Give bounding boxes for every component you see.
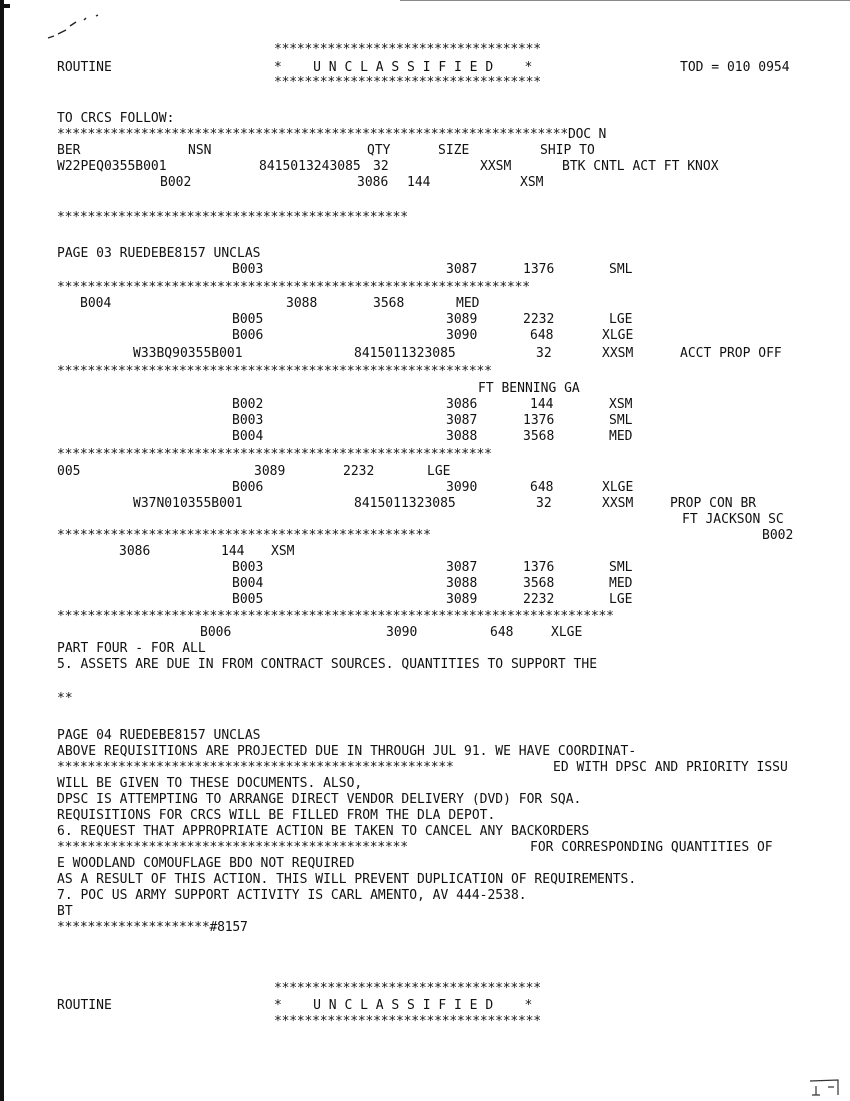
row-size: LGE xyxy=(427,464,451,479)
row-nsn: 3086 xyxy=(119,544,151,559)
row-doc: B003 xyxy=(232,413,264,428)
footer-stars-top: *********************************** xyxy=(274,981,541,996)
row-nsn: 3087 xyxy=(446,413,478,428)
row-nsn: 3090 xyxy=(446,480,478,495)
row-ship: PROP CON BR xyxy=(670,496,757,511)
row-qty: 2232 xyxy=(523,312,555,327)
page-03-header: PAGE 03 RUEDEBE8157 UNCLAS xyxy=(57,246,261,261)
row-ship: ACCT PROP OFF xyxy=(680,346,782,361)
line-woodland: E WOODLAND COMOUFLAGE BDO NOT REQUIRED xyxy=(57,856,355,871)
row-nsn: 3086 xyxy=(446,397,478,412)
row-size: SML xyxy=(609,413,633,428)
row-doc: B002 xyxy=(762,528,794,543)
row-doc: B005 xyxy=(232,312,264,327)
row-qty: 2232 xyxy=(343,464,375,479)
row-nsn: 8415011323085 xyxy=(354,496,456,511)
row-doc: B003 xyxy=(232,560,264,575)
row-size: XLGE xyxy=(551,625,583,640)
row-nsn: 3087 xyxy=(446,262,478,277)
scan-left-edge xyxy=(0,0,4,1101)
row-doc: B006 xyxy=(200,625,232,640)
row-doc: 005 xyxy=(57,464,81,479)
row-nsn: 3090 xyxy=(386,625,418,640)
row-qty: 144 xyxy=(221,544,245,559)
row-nsn: 3089 xyxy=(446,312,478,327)
page-corner-mark xyxy=(808,1078,842,1098)
rule-mid: ************************************************************** xyxy=(57,280,530,295)
row-nsn: 3086 xyxy=(357,175,389,190)
row-doc: W22PEQ0355B001 xyxy=(57,159,167,174)
col-ber: BER xyxy=(57,143,81,158)
row-doc: B004 xyxy=(232,429,264,444)
row-doc: W37N010355B001 xyxy=(133,496,243,511)
line-requisitions: REQUISITIONS FOR CRCS WILL BE FILLED FROM THE DLA DEPOT. xyxy=(57,808,496,823)
col-size: SIZE xyxy=(438,143,470,158)
row-doc: B006 xyxy=(232,480,264,495)
to-line: TO CRCS FOLLOW: xyxy=(57,111,175,126)
row-qty: 648 xyxy=(490,625,514,640)
row-size: XXSM xyxy=(602,346,634,361)
row-size: XXSM xyxy=(602,496,634,511)
col-nsn: NSN xyxy=(188,143,212,158)
rule-mid: ************************************************* xyxy=(57,528,431,543)
rule-long: ************************************************************************* xyxy=(57,609,614,624)
header-tod: TOD = 010 0954 xyxy=(680,60,790,75)
line-dpsc: DPSC IS ATTEMPTING TO ARRANGE DIRECT VENDOR DELIVERY (DVD) FOR SQA. xyxy=(57,792,582,807)
row-doc: B002 xyxy=(232,397,264,412)
row-ship: BTK CNTL ACT FT KNOX xyxy=(562,159,719,174)
row-doc: B006 xyxy=(232,328,264,343)
rule-mid: ********************************************************* xyxy=(57,447,492,462)
row-qty: 3568 xyxy=(523,576,555,591)
row-qty: 2232 xyxy=(523,592,555,607)
part-four-line: PART FOUR - FOR ALL xyxy=(57,641,206,656)
row-size: SML xyxy=(609,560,633,575)
row-nsn: 8415013243085 xyxy=(259,159,361,174)
row-nsn: 3089 xyxy=(446,592,478,607)
row-qty: 32 xyxy=(373,159,389,174)
row-ship: FT BENNING GA xyxy=(478,381,580,396)
row-qty: 1376 xyxy=(523,560,555,575)
row-doc: B003 xyxy=(232,262,264,277)
rule-doc: *******************************************************************DOC N xyxy=(57,127,607,142)
row-nsn: 8415011323085 xyxy=(354,346,456,361)
scan-top-mark xyxy=(0,4,10,8)
row-size: XSM xyxy=(271,544,295,559)
row-nsn: 3089 xyxy=(254,464,286,479)
row-qty: 3568 xyxy=(373,296,405,311)
paragraph-7: 7. POC US ARMY SUPPORT ACTIVITY IS CARL AMENTO, AV 444-2538. xyxy=(57,888,527,903)
rule-corr-text: FOR CORRESPONDING QUANTITIES OF xyxy=(530,840,773,855)
row-size: XSM xyxy=(609,397,633,412)
header-stars-top: *********************************** xyxy=(274,42,541,57)
row-size: MED xyxy=(609,576,633,591)
row-qty: 648 xyxy=(530,328,554,343)
row-size: XLGE xyxy=(602,480,634,495)
rule-ed-text: ED WITH DPSC AND PRIORITY ISSU xyxy=(553,760,788,775)
row-qty: 3568 xyxy=(523,429,555,444)
pen-scribble-mark xyxy=(46,14,106,44)
row-size: XSM xyxy=(520,175,544,190)
header-classification: * U N C L A S S I F I E D * xyxy=(274,60,533,75)
line-given: WILL BE GIVEN TO THESE DOCUMENTS. ALSO, xyxy=(57,776,363,791)
row-doc: B004 xyxy=(80,296,112,311)
col-ship-to: SHIP TO xyxy=(540,143,595,158)
line-result: AS A RESULT OF THIS ACTION. THIS WILL PREVENT DUPLICATION OF REQUIREMENTS. xyxy=(57,872,637,887)
bt-line: BT xyxy=(57,904,73,919)
rule-ed-stars: **************************************************** xyxy=(57,760,454,775)
row-size: MED xyxy=(456,296,480,311)
row-nsn: 3088 xyxy=(446,576,478,591)
row-doc: W33BQ90355B001 xyxy=(133,346,243,361)
row-size: SML xyxy=(609,262,633,277)
end-stars: ********************#8157 xyxy=(57,920,248,935)
row-size: XLGE xyxy=(602,328,634,343)
row-nsn: 3088 xyxy=(446,429,478,444)
paragraph-5-continued: ABOVE REQUISITIONS ARE PROJECTED DUE IN THROUGH JUL 91. WE HAVE COORDINAT- xyxy=(57,744,637,759)
footer-stars-bottom: *********************************** xyxy=(274,1014,541,1029)
row-qty: 144 xyxy=(407,175,431,190)
row-qty: 32 xyxy=(536,496,552,511)
row-size: LGE xyxy=(609,312,633,327)
page-04-header: PAGE 04 RUEDEBE8157 UNCLAS xyxy=(57,728,261,743)
rule-corr-stars: ********************************************** xyxy=(57,840,408,855)
col-qty: QTY xyxy=(367,143,391,158)
row-qty: 648 xyxy=(530,480,554,495)
header-stars-bottom: *********************************** xyxy=(274,75,541,90)
rule-mid: ********************************************************* xyxy=(57,364,492,379)
row-ship: FT JACKSON SC xyxy=(682,512,784,527)
row-size: XXSM xyxy=(480,159,512,174)
row-qty: 1376 xyxy=(523,262,555,277)
paragraph-5: 5. ASSETS ARE DUE IN FROM CONTRACT SOURCES. QUANTITIES TO SUPPORT THE xyxy=(57,657,598,672)
row-nsn: 3087 xyxy=(446,560,478,575)
header-routine: ROUTINE xyxy=(57,60,112,75)
footer-routine: ROUTINE xyxy=(57,998,112,1013)
row-size: LGE xyxy=(609,592,633,607)
rule-short: ********************************************** xyxy=(57,210,408,225)
row-qty: 1376 xyxy=(523,413,555,428)
row-nsn: 3090 xyxy=(446,328,478,343)
row-size: MED xyxy=(609,429,633,444)
row-doc: B004 xyxy=(232,576,264,591)
paragraph-6: 6. REQUEST THAT APPROPRIATE ACTION BE TAKEN TO CANCEL ANY BACKORDERS xyxy=(57,824,590,839)
row-nsn: 3088 xyxy=(286,296,318,311)
row-qty: 144 xyxy=(530,397,554,412)
double-star: ** xyxy=(57,691,73,706)
scan-top-rule xyxy=(400,0,850,1)
footer-classification: * U N C L A S S I F I E D * xyxy=(274,998,533,1013)
row-doc: B002 xyxy=(160,175,192,190)
row-qty: 32 xyxy=(536,346,552,361)
row-doc: B005 xyxy=(232,592,264,607)
